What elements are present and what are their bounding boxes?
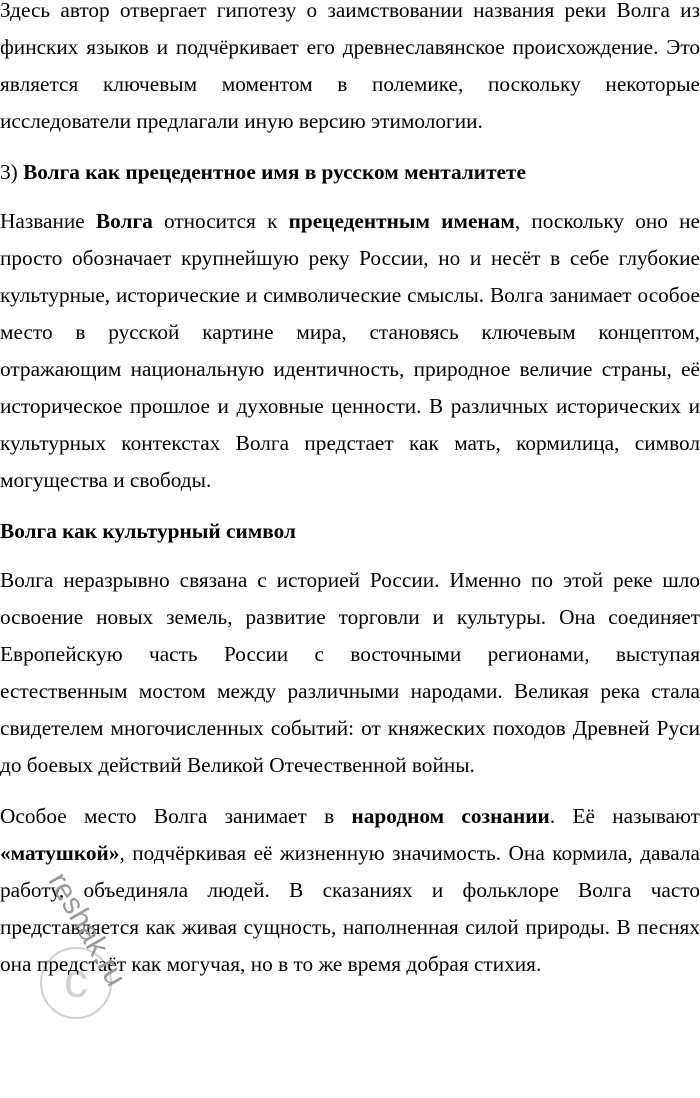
paragraph-etymology: Здесь автор отвергает гипотезу о заимствовании названия реки Волга из финских языков и подчёркивает его древнеславянское происхождение. Это является ключевым моментом в полемике, поскольку некоторые исследователи предлагали иную версию этимологии. bbox=[0, 0, 700, 133]
section-title: Волга как прецедентное имя в русском менталитете bbox=[23, 160, 526, 184]
bold-term: прецедентным именам bbox=[288, 209, 515, 233]
watermark-text: reshak.ru bbox=[41, 867, 133, 992]
text: , подчёркивая её жизненную значимость. Она кормила, давала работу, объединяла людей. В сказаниях и фольклоре Волга часто представляется как живая сущность, наполненная силой природы. В песнях она предстаёт как могучая, но в то же время добрая стихия. bbox=[0, 841, 700, 976]
bold-term: народном сознании bbox=[351, 804, 550, 828]
text: , поскольку оно не просто обозначает крупнейшую реку России, но и несёт в себе глубокие культурные, исторические и символические смыслы. Волга занимает особое место в русской картине мира, становясь ключевым концептом, отражающим национальную идентичность, природное величие страны, её историческое прошлое и духовные ценности. В различных исторических и культурных контекстах Волга предстает как мать, кормилица, символ могущества и свободы. bbox=[0, 209, 700, 492]
bold-term: «матушкой» bbox=[0, 841, 120, 865]
section-heading-precedent-name bbox=[0, 154, 700, 191]
text: относится к bbox=[152, 209, 289, 233]
text: Особое место Волга занимает в bbox=[0, 804, 352, 828]
paragraph-history: Волга неразрывно связана с историей России. Именно по этой реке шло освоение новых земель, развитие торговли и культуры. Она соединяет Европейскую часть России с восточными регионами, выступая естественным мостом между различными народами. Великая река стала свидетелем многочисленных событий: от княжеских походов Древней Руси до боевых действий Великой Отечественной войны. bbox=[0, 568, 700, 777]
text: Название bbox=[0, 209, 96, 233]
subheading-title: Волга как культурный символ bbox=[0, 519, 296, 543]
section-number: 3) bbox=[0, 160, 24, 184]
subheading-cultural-symbol bbox=[0, 513, 700, 550]
bold-term: Волга bbox=[95, 209, 153, 233]
paragraph-precedent-name bbox=[0, 203, 700, 499]
text: . Её называют bbox=[549, 804, 700, 828]
